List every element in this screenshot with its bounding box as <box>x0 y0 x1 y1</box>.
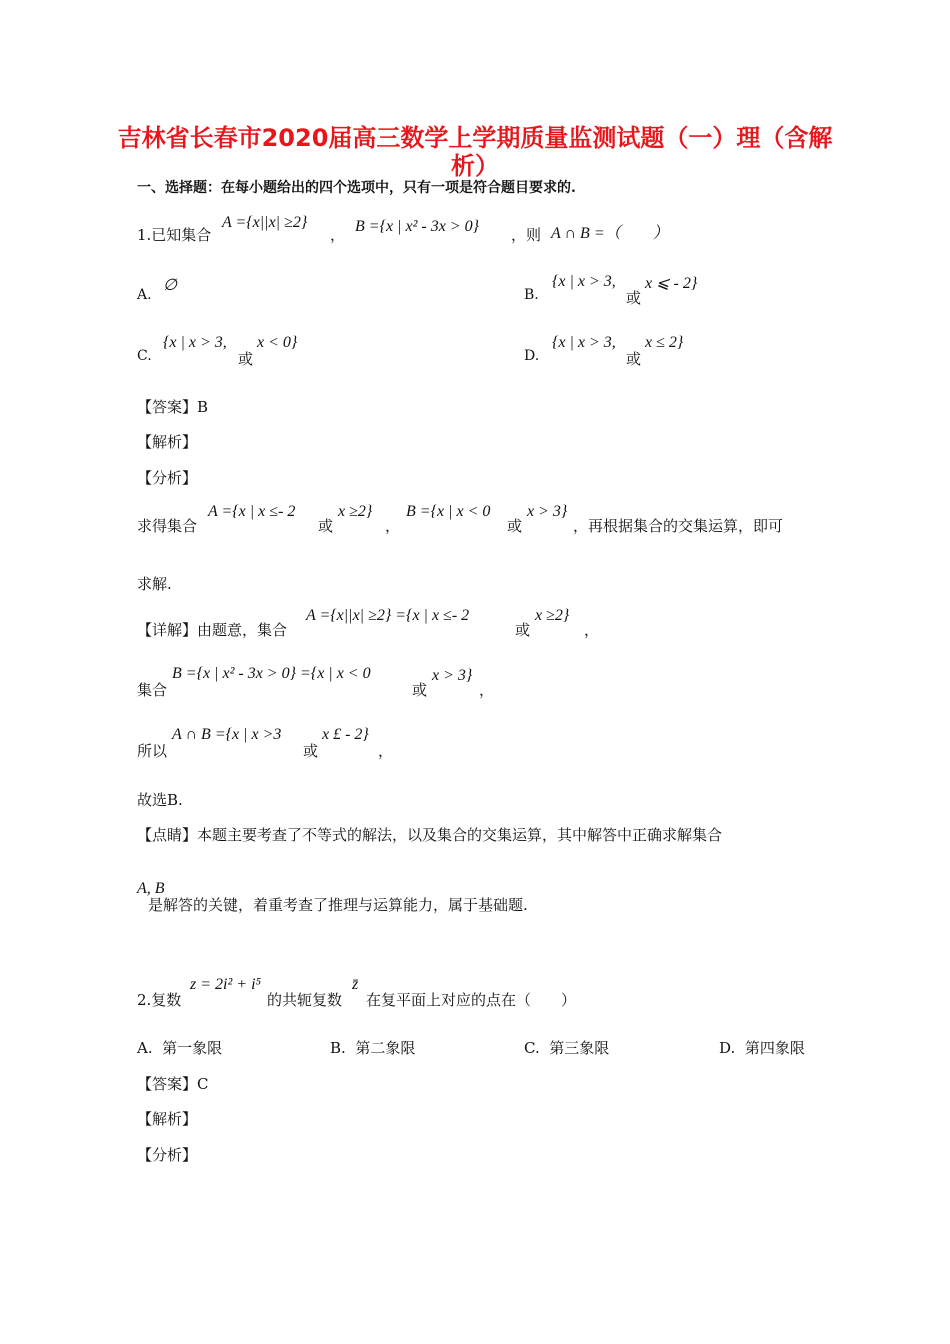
q1-conclusion: 故选B. <box>137 791 183 809</box>
q2-option-c-letter: C. <box>524 1039 540 1057</box>
q1-set-a: A ={x||x| ≥2} <box>222 214 308 231</box>
q1-mid: ，则 <box>511 226 542 244</box>
q2-option-d <box>719 1037 805 1058</box>
q2-option-b-letter: B. <box>330 1039 346 1057</box>
q1-option-c-letter: C. <box>137 348 152 364</box>
q1-analysis-m2: x ≥2} <box>338 503 373 520</box>
q2-post: 在复平面上对应的点在（ ） <box>366 991 577 1009</box>
section-header: 一、选择题：在每小题给出的四个选项中，只有一项是符合题目要求的. <box>137 180 576 196</box>
q1-analysis-m3: B ={x | x < 0 <box>406 503 491 520</box>
q1-set-b: B ={x | x² - 3x > 0} <box>355 218 479 235</box>
q1-comment2: 是解答的关键，着重考查了推理与运算能力，属于基础题. <box>148 896 528 914</box>
q1-detail2-m1: B ={x | x² - 3x > 0} ={x | x < 0 <box>172 665 371 682</box>
q2-option-a-text: 第一象限 <box>162 1039 223 1057</box>
q1-option-c-math: {x | x > 3, <box>163 334 227 351</box>
q1-detail-label: 【详解】由题意，集合 <box>137 621 288 639</box>
q2-option-b <box>330 1037 415 1058</box>
q1-option-d-math: {x | x > 3, <box>552 334 616 351</box>
q1-detail3-or: 或 <box>303 742 319 760</box>
q1-analysis-line2: 求解. <box>137 575 172 593</box>
document-title-line1: 吉林省长春市2020届高三数学上学期质量监测试题（一）理（含解 <box>117 124 833 152</box>
q2-answer: 【答案】C <box>137 1075 209 1093</box>
q1-analysis-m1: A ={x | x ≤- 2 <box>208 503 296 520</box>
q1-expr: A ∩ B =（ ） <box>551 225 669 242</box>
q1-detail3-m1: A ∩ B ={x | x >3 <box>172 726 282 743</box>
q1-option-a-letter: A. <box>137 287 152 303</box>
q1-detail3-end: ， <box>378 742 394 760</box>
q1-detail2-pre: 集合 <box>137 681 168 699</box>
q1-detail2-end: ， <box>479 681 495 699</box>
q1-option-b-letter: B. <box>524 287 539 303</box>
q2-option-b-text: 第二象限 <box>355 1039 416 1057</box>
q1-prefix: 1.已知集合 <box>137 226 212 244</box>
q1-answer: 【答案】B <box>137 398 209 416</box>
q1-detail-m1: A ={x||x| ≥2} ={x | x ≤- 2 <box>306 607 470 624</box>
q1-option-d-math2: x ≤ 2} <box>645 334 684 351</box>
q2-option-c-text: 第三象限 <box>549 1039 610 1057</box>
q1-option-a: ∅ <box>163 277 177 294</box>
q2-fenxi: 【分析】 <box>137 1146 198 1164</box>
q1-detail-m2: x ≥2} <box>535 607 570 624</box>
q1-detail2-m2: x > 3} <box>432 667 473 684</box>
document-title-line2: 析） <box>451 152 499 180</box>
q2-option-d-letter: D. <box>719 1039 736 1057</box>
q1-option-b-or: 或 <box>626 289 642 307</box>
q1-detail-or: 或 <box>515 621 531 639</box>
q1-analysis-post: ，再根据集合的交集运算，即可 <box>573 517 784 535</box>
q1-detail3-pre: 所以 <box>137 742 168 760</box>
q1-option-c-math2: x < 0} <box>257 334 298 351</box>
q2-zbar: z̄ <box>352 976 359 993</box>
q2-expr: z = 2i² + i⁵ <box>190 976 262 993</box>
q1-analysis-m4: x > 3} <box>527 503 568 520</box>
q2-option-a <box>137 1037 222 1058</box>
q1-analysis-or2: 或 <box>507 517 523 535</box>
q1-fenxi: 【分析】 <box>137 469 198 487</box>
q2-option-d-text: 第四象限 <box>744 1039 805 1057</box>
q1-option-c-or: 或 <box>238 350 254 368</box>
q1-option-d-or: 或 <box>626 350 642 368</box>
q1-detail-end: ， <box>584 621 600 639</box>
q1-option-b-math: {x | x > 3, <box>552 273 616 290</box>
q1-option-b-math2: x ⩽ - 2} <box>645 275 698 292</box>
q1-analysis-pre: 求得集合 <box>137 517 198 535</box>
q1-analysis-or1: 或 <box>318 517 334 535</box>
q1-jiexi: 【解析】 <box>137 433 198 451</box>
q1-detail3-m2: x £ - 2} <box>322 726 369 743</box>
q1-comment-math: A, B <box>137 880 165 897</box>
q2-mid: 的共轭复数 <box>267 991 343 1009</box>
q1-comment: 【点睛】本题主要考查了不等式的解法，以及集合的交集运算，其中解答中正确求解集合 <box>137 826 723 844</box>
q1-analysis-c1: ， <box>385 517 401 535</box>
q1-sep: ， <box>330 226 346 244</box>
q2-prefix: 2.复数 <box>137 991 182 1009</box>
q1-detail2-or: 或 <box>412 681 428 699</box>
q2-jiexi: 【解析】 <box>137 1110 198 1128</box>
q2-option-c <box>524 1037 609 1058</box>
q2-option-a-letter: A. <box>137 1039 153 1057</box>
q1-option-d-letter: D. <box>524 348 540 364</box>
